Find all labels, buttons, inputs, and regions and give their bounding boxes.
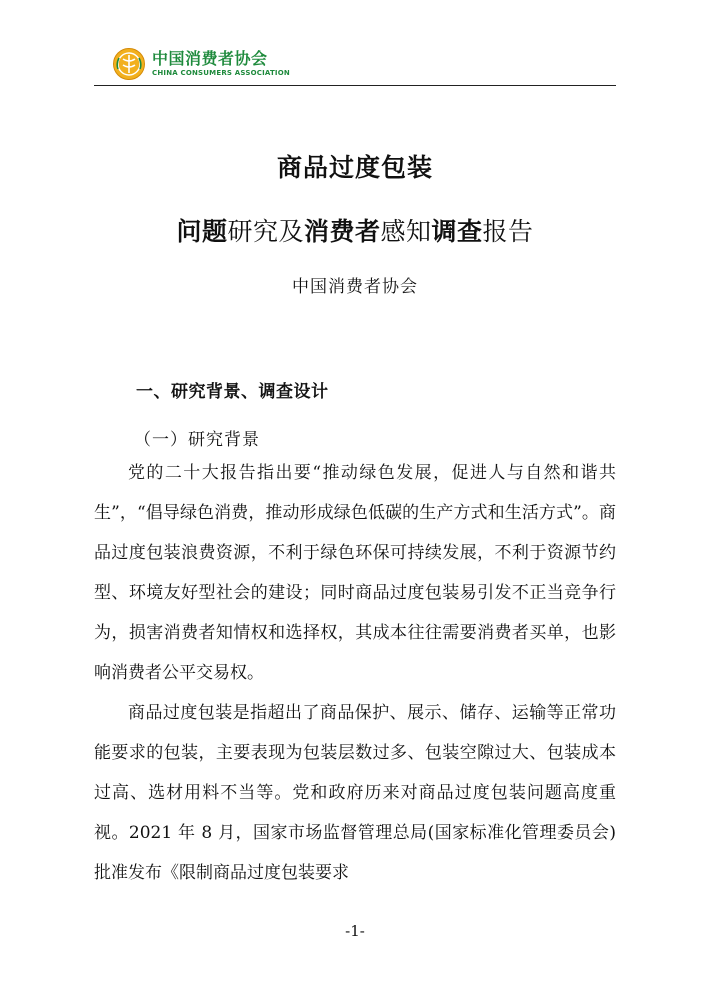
title-part: 消费者 (303, 217, 381, 246)
document-header (112, 44, 290, 84)
subsection-heading: （一）研究背景 (134, 430, 260, 450)
title-part: 调查 (431, 217, 483, 246)
body-paragraph: 商品过度包装是指超出了商品保护、展示、储存、运输等正常功能要求的包装，主要表现为包装层数过多、包装空隙过大、包装成本过高、选材用料不当等。党和政府历来对商品过度包装问题高度重视。2021 年 8 月，国家市场监督管理总局(国家标准化管理委员会)批准发布《限制商品过度包装要求 (94, 703, 616, 883)
section-heading: 一、研究背景、调查设计 (136, 382, 329, 402)
header-divider (94, 85, 616, 86)
cca-emblem-icon (112, 47, 146, 81)
document-title-line1: 商品过度包装 (276, 153, 433, 182)
document-author: 中国消费者协会 (292, 277, 418, 297)
document-title-line2 (0, 212, 710, 248)
title-part: 研究及 (227, 217, 304, 246)
title-part: 感知 (380, 217, 432, 246)
org-name-cn: 中国消费者协会 (152, 49, 268, 68)
title-part: 报告 (482, 217, 534, 246)
body-paragraph: 党的二十大报告指出要“推动绿色发展，促进人与自然和谐共生”，“倡导绿色消费，推动形成绿色低碳的生产方式和生活方式”。商品过度包装浪费资源，不利于绿色环保可持续发展，不利于资源节约型、环境友好型社会的建设；同时商品过度包装易引发不正当竞争行为，损害消费者知情权和选择权，其成本往往需要消费者买单，也影响消费者公平交易权。 (94, 463, 616, 683)
org-name-en: CHINA CONSUMERS ASSOCIATION (152, 69, 290, 77)
title-part: 问题 (176, 217, 228, 246)
page-number: -1- (345, 922, 365, 940)
